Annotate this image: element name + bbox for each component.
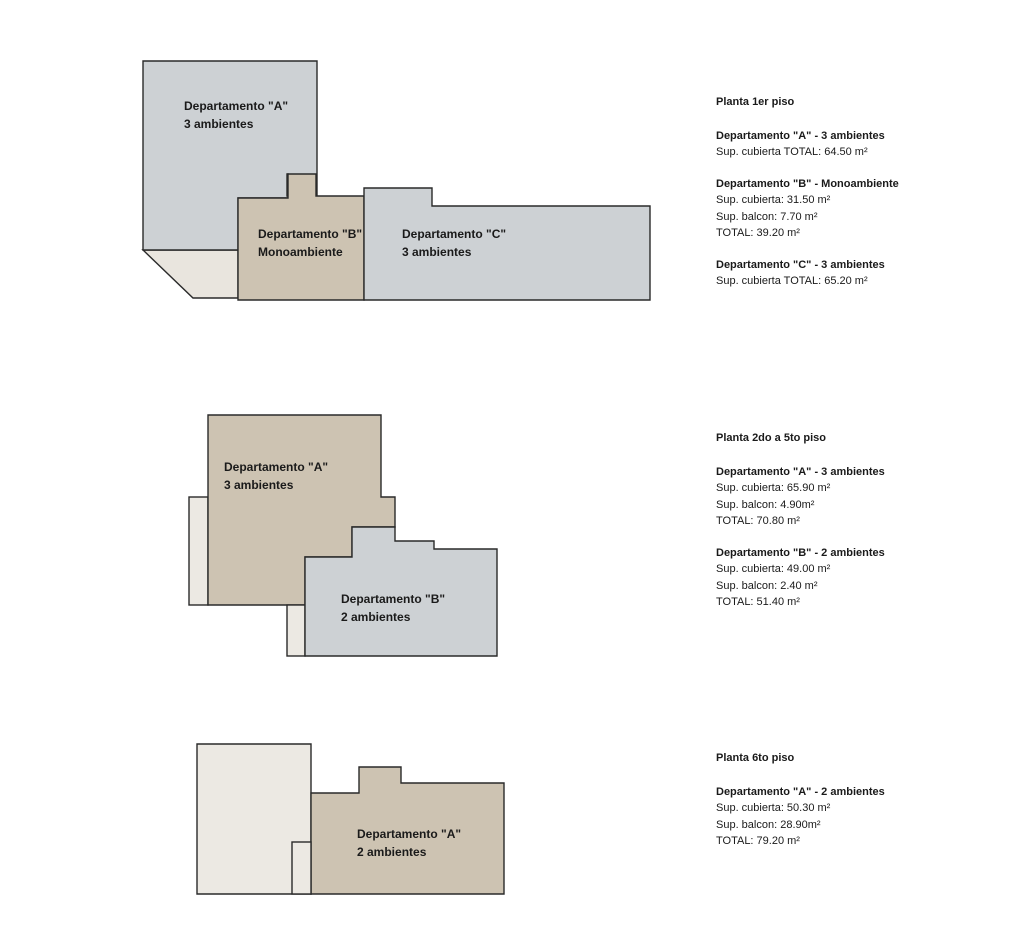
- floor3-unit-a-strip: [292, 842, 311, 894]
- floor2-info-unit-a-line: TOTAL: 70.80 m²: [716, 515, 800, 527]
- floor1-plan: [143, 61, 650, 300]
- floor1-info-unit-b: [716, 176, 899, 242]
- floor2-unit-a-label-name: Departamento "A": [224, 460, 329, 474]
- floor3-info-unit-a-title: Departamento "A" - 2 ambientes: [716, 785, 885, 798]
- floor1-info-unit-c-title: Departamento "C" - 3 ambientes: [716, 258, 885, 271]
- floor2-info-unit-b-title: Departamento "B" - 2 ambientes: [716, 546, 885, 559]
- floor2-unit-b-label-name: Departamento "B": [341, 592, 446, 606]
- floor1-info-title: Planta 1er piso: [716, 96, 795, 108]
- floor3-info-title: Planta 6to piso: [716, 752, 795, 764]
- floor2-info-unit-a-line: Sup. cubierta: 65.90 m²: [716, 482, 831, 494]
- floor2-info-unit-a-line: Sup. balcon: 4.90m²: [716, 498, 815, 511]
- floor3-info-unit-a-line: TOTAL: 79.20 m²: [716, 835, 800, 847]
- floor2-unit-b-label-rooms: 2 ambientes: [341, 610, 411, 624]
- floor1-unit-a-label-name: Departamento "A": [184, 99, 289, 113]
- floor2-info-title: Planta 2do a 5to piso: [716, 432, 827, 444]
- floor1-info-unit-c-line: Sup. cubierta TOTAL: 65.20 m²: [716, 275, 868, 287]
- floor1-info-unit-a-line: Sup. cubierta TOTAL: 64.50 m²: [716, 146, 868, 158]
- floor2-info: [716, 430, 885, 626]
- floor3-unit-a-label-name: Departamento "A": [357, 827, 462, 841]
- floor1-info: [716, 94, 899, 305]
- floor3-unit-a-label-rooms: 2 ambientes: [357, 845, 427, 859]
- floor1-info-unit-a-title: Departamento "A" - 3 ambientes: [716, 129, 885, 142]
- floor2-info-unit-a: [716, 464, 885, 530]
- floor1-unit-a-label-rooms: 3 ambientes: [184, 117, 254, 131]
- floor2-plan: [189, 415, 497, 656]
- floor3-plan: [197, 744, 504, 894]
- floor1-info-unit-c: [716, 257, 899, 290]
- floor2-info-unit-b-line: Sup. cubierta: 49.00 m²: [716, 563, 831, 575]
- floor2-unit-b-balcony: [287, 605, 305, 656]
- floor1-unit-b-label-name: Departamento "B": [258, 227, 363, 241]
- floor1-info-unit-b-line: TOTAL: 39.20 m²: [716, 227, 800, 239]
- floor3-info-unit-a: [716, 784, 885, 850]
- floor2-info-unit-b-line: TOTAL: 51.40 m²: [716, 596, 800, 608]
- floor1-unit-b-label-rooms: Monoambiente: [258, 245, 343, 259]
- floor3-info-unit-a-line: Sup. balcon: 28.90m²: [716, 818, 821, 831]
- floor3-info-unit-a-line: Sup. cubierta: 50.30 m²: [716, 802, 831, 814]
- floor3-info: [716, 750, 885, 865]
- floor1-info-unit-a: [716, 128, 899, 161]
- floor1-unit-c: [364, 188, 650, 300]
- floor2-info-unit-b-line: Sup. balcon: 2.40 m²: [716, 579, 818, 592]
- floor2-info-unit-b: [716, 545, 885, 611]
- floor1-info-unit-b-line: Sup. cubierta: 31.50 m²: [716, 194, 831, 206]
- floor1-unit-c-label-name: Departamento "C": [402, 227, 507, 241]
- floor2-unit-a-balcony: [189, 497, 208, 605]
- floor1-info-unit-b-line: Sup. balcon: 7.70 m²: [716, 210, 818, 223]
- floor1-unit-a-balcony: [143, 250, 238, 298]
- floor2-unit-a-label-rooms: 3 ambientes: [224, 478, 294, 492]
- floor2-info-unit-a-title: Departamento "A" - 3 ambientes: [716, 465, 885, 478]
- floor1-unit-c-label-rooms: 3 ambientes: [402, 245, 472, 259]
- floor1-info-unit-b-title: Departamento "B" - Monoambiente: [716, 177, 899, 190]
